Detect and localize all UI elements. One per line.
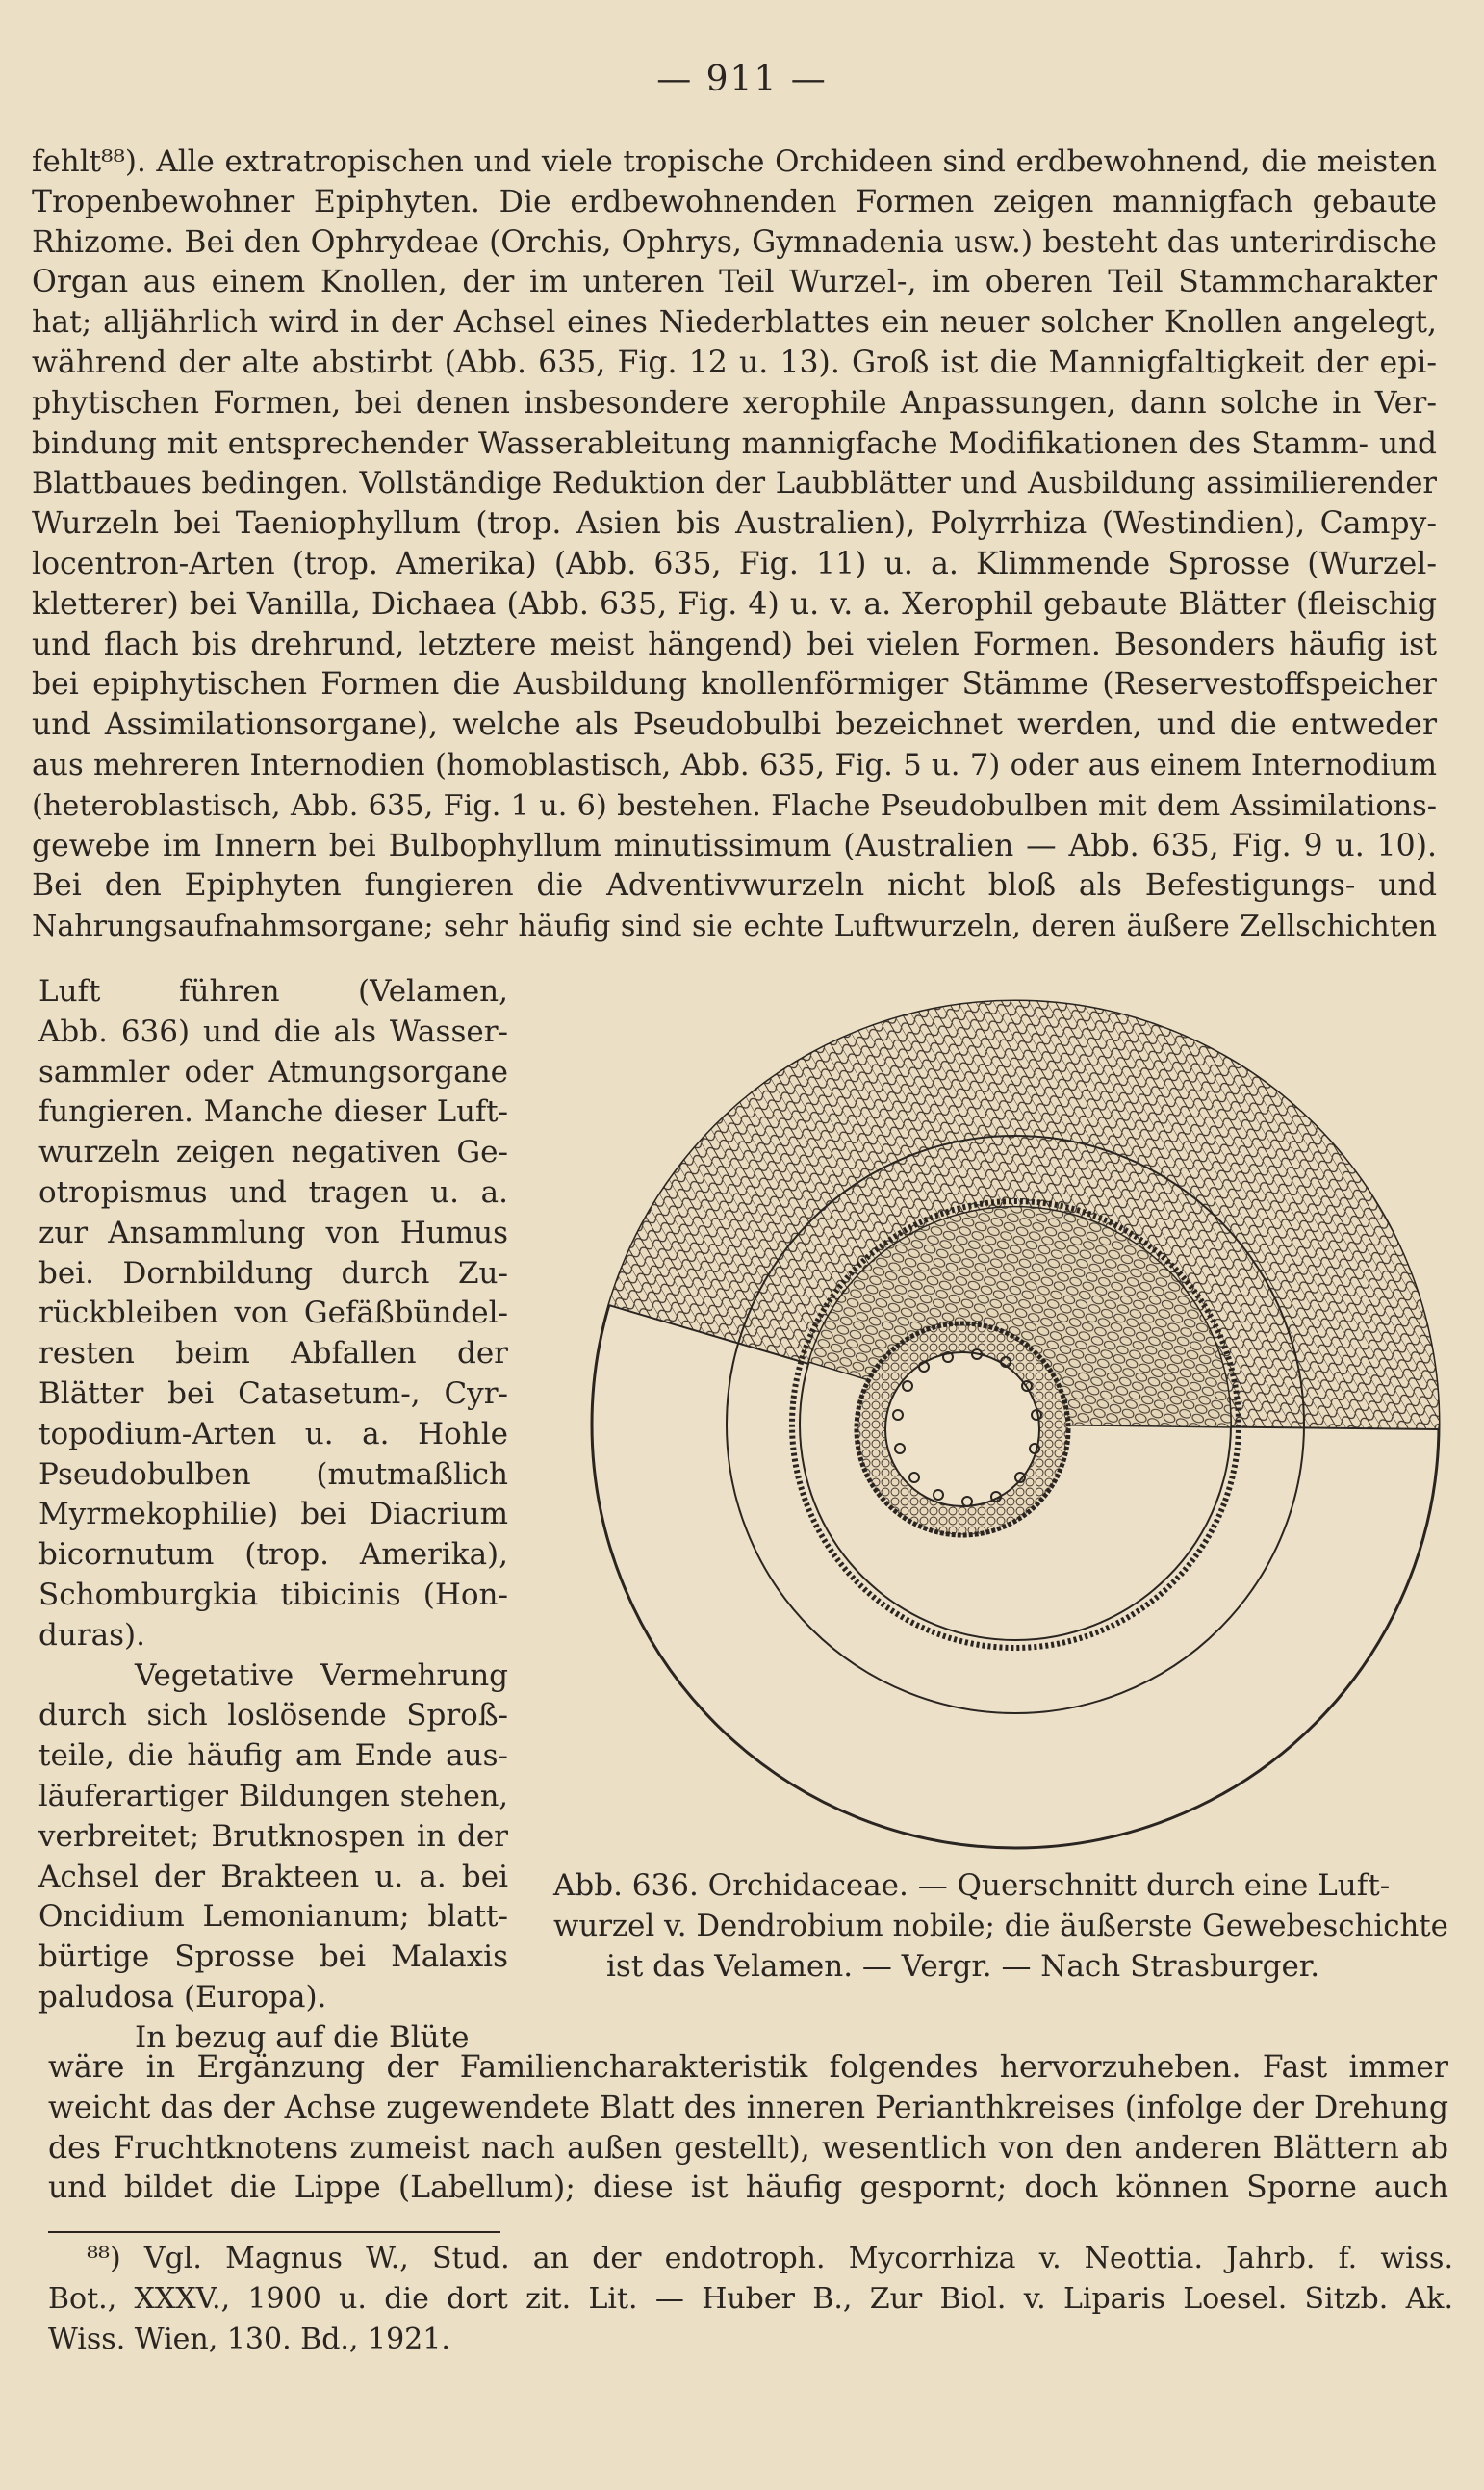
text-line: Abb. 636) und die als Wasser- — [38, 1014, 508, 1049]
text-line: locentron-Arten (trop. Amerika) (Abb. 635, Fig. 11) u. a. Klimmende Sprosse (Wurzel- — [32, 546, 1437, 581]
text-line: resten beim Abfallen der — [38, 1336, 508, 1372]
text-line: zur Ansammlung von Humus — [38, 1215, 508, 1250]
text-line: aus mehreren Internodien (homoblastisch, Abb. 635, Fig. 5 u. 7) oder aus einem Internodium — [32, 748, 1437, 783]
text-line: durch sich loslösende Sproß- — [38, 1698, 508, 1733]
page-number: — 911 — — [656, 60, 828, 99]
text-line: Vegetative Vermehrung — [135, 1657, 508, 1693]
caption-line: Abb. 636. Orchidaceae. — Querschnitt durch eine Luft- — [553, 1868, 1391, 1903]
text-line: und flach bis drehrund, letztere meist hängend) bei vielen Formen. Besonders häufig ist — [32, 627, 1437, 662]
text-line: läuferartiger Bildungen stehen, — [38, 1779, 508, 1813]
text-line: paludosa (Europa). — [38, 1979, 327, 2015]
text-line: hat; alljährlich wird in der Achsel eines Niederblattes ein neuer solcher Knollen angelegt, — [32, 305, 1437, 341]
footnote — [48, 2239, 1453, 2360]
caption-line: wurzel v. Dendrobium nobile; die äußerste Gewebeschichte — [553, 1909, 1448, 1943]
text-line: Tropenbewohner Epiphyten. Die erdbewohnenden Formen zeigen mannigfach gebaute — [32, 184, 1437, 219]
text-line: wäre in Ergänzung der Familiencharakteristik folgendes hervorzuheben. Fast immer — [48, 2050, 1448, 2085]
text-line: weicht das der Achse zugewendete Blatt des inneren Perianthkreises (infolge der Drehung — [48, 2090, 1448, 2125]
text-line: bürtige Sprosse bei Malaxis — [38, 1939, 508, 1975]
text-line: Blattbaues bedingen. Vollständige Reduktion der Laubblätter und Ausbildung assimilierender — [32, 467, 1437, 501]
text-line: und Assimilationsorgane), welche als Pseudobulbi bezeichnet werden, und die entweder — [32, 707, 1437, 743]
text-line: bicornutum (trop. Amerika), — [38, 1537, 508, 1573]
text-line: des Fruchtknotens zumeist nach außen gestellt), wesentlich von den anderen Blättern ab — [48, 2130, 1448, 2166]
text-line: In bezug auf die Blüte — [135, 2019, 470, 2055]
text-line: Blätter bei Catasetum-, Cyr- — [38, 1375, 508, 1411]
text-line: duras). — [38, 1617, 145, 1653]
velamen-illustration — [534, 977, 1458, 1862]
text-line: bindung mit entsprechender Wasserableitung mannigfache Modifikationen des Stamm- und — [32, 425, 1437, 461]
text-line: wurzeln zeigen negativen Ge- — [38, 1135, 508, 1170]
text-line: während der alte abstirbt (Abb. 635, Fig. 12 u. 13). Groß ist die Mannigfaltigkeit der epi- — [32, 345, 1437, 380]
figure-caption — [553, 1865, 1453, 1987]
text-line: (heteroblastisch, Abb. 635, Fig. 1 u. 6) bestehen. Flache Pseudobulben mit dem Assimilations- — [32, 788, 1437, 823]
text-line: sammler oder Atmungsorgane — [38, 1054, 508, 1090]
text-line: Luft führen (Velamen, — [38, 974, 508, 1009]
body-text-bottom — [48, 2048, 1448, 2209]
text-line: Nahrungsaufnahmsorgane; sehr häufig sind sie echte Luftwurzeln, deren äußere Zellschichten — [32, 910, 1437, 944]
text-line: topodium-Arten u. a. Hohle — [38, 1416, 508, 1451]
footnote-line: Wiss. Wien, 130. Bd., 1921. — [48, 2323, 450, 2356]
root-cross-section-figure — [534, 977, 1458, 1862]
text-line: bei epiphytischen Formen die Ausbildung knollenförmiger Stämme (Reservestoffspeicher — [32, 667, 1437, 703]
text-line: teile, die häufig am Ende aus- — [38, 1738, 508, 1774]
text-line: fungieren. Manche dieser Luft- — [38, 1094, 508, 1130]
footnote-divider — [48, 2231, 500, 2233]
text-line: verbreitet; Brutknospen in der — [38, 1818, 508, 1854]
text-line: phytischen Formen, bei denen insbesondere xerophile Anpassungen, dann solche in Ver- — [32, 385, 1437, 421]
caption-line: ist das Velamen. — Vergr. — Nach Strasburger. — [606, 1949, 1320, 1984]
body-text-top — [32, 142, 1437, 947]
text-line: kletterer) bei Vanilla, Dichaea (Abb. 635, Fig. 4) u. v. a. Xerophil gebaute Blätter (fleischig — [32, 586, 1437, 622]
text-line: fehlt⁸⁸). Alle extratropischen und viele tropische Orchideen sind erdbewohnend, die meisten — [32, 144, 1437, 179]
text-line: und bildet die Lippe (Labellum); diese ist häufig gespornt; doch können Sporne auch — [48, 2170, 1448, 2206]
body-text-left-column — [38, 972, 508, 2059]
text-line: bei. Dornbildung durch Zu- — [38, 1255, 508, 1291]
text-line: Myrmekophilie) bei Diacrium — [38, 1497, 508, 1532]
text-line: gewebe im Innern bei Bulbophyllum minutissimum (Australien — Abb. 635, Fig. 9 u. 10). — [32, 828, 1437, 863]
text-line: Achsel der Brakteen u. a. bei — [38, 1859, 508, 1894]
text-line: Oncidium Lemonianum; blatt- — [38, 1899, 508, 1935]
footnote-line: Bot., XXXV., 1900 u. die dort zit. Lit. — Huber B., Zur Biol. v. Liparis Loesel. Sitzb. Ak. — [48, 2282, 1453, 2316]
text-line: Bei den Epiphyten fungieren die Adventivwurzeln nicht bloß als Befestigungs- und — [32, 868, 1437, 904]
text-line: otropismus und tragen u. a. — [38, 1174, 508, 1210]
text-line: Organ aus einem Knollen, der im unteren Teil Wurzel-, im oberen Teil Stammcharakter — [32, 265, 1437, 300]
text-line: Rhizome. Bei den Ophrydeae (Orchis, Ophrys, Gymnadenia usw.) besteht das unterirdische — [32, 224, 1437, 260]
text-line: Schomburgkia tibicinis (Hon- — [38, 1577, 508, 1612]
text-line: rückbleiben von Gefäßbündel- — [38, 1296, 508, 1331]
footnote-line: ⁸⁸) Vgl. Magnus W., Stud. an der endotroph. Mycorrhiza v. Neottia. Jahrb. f. wiss. — [87, 2242, 1453, 2275]
text-line: Wurzeln bei Taeniophyllum (trop. Asien bis Australien), Polyrrhiza (Westindien), Campy- — [32, 506, 1437, 542]
text-line: Pseudobulben (mutmaßlich — [38, 1456, 508, 1492]
